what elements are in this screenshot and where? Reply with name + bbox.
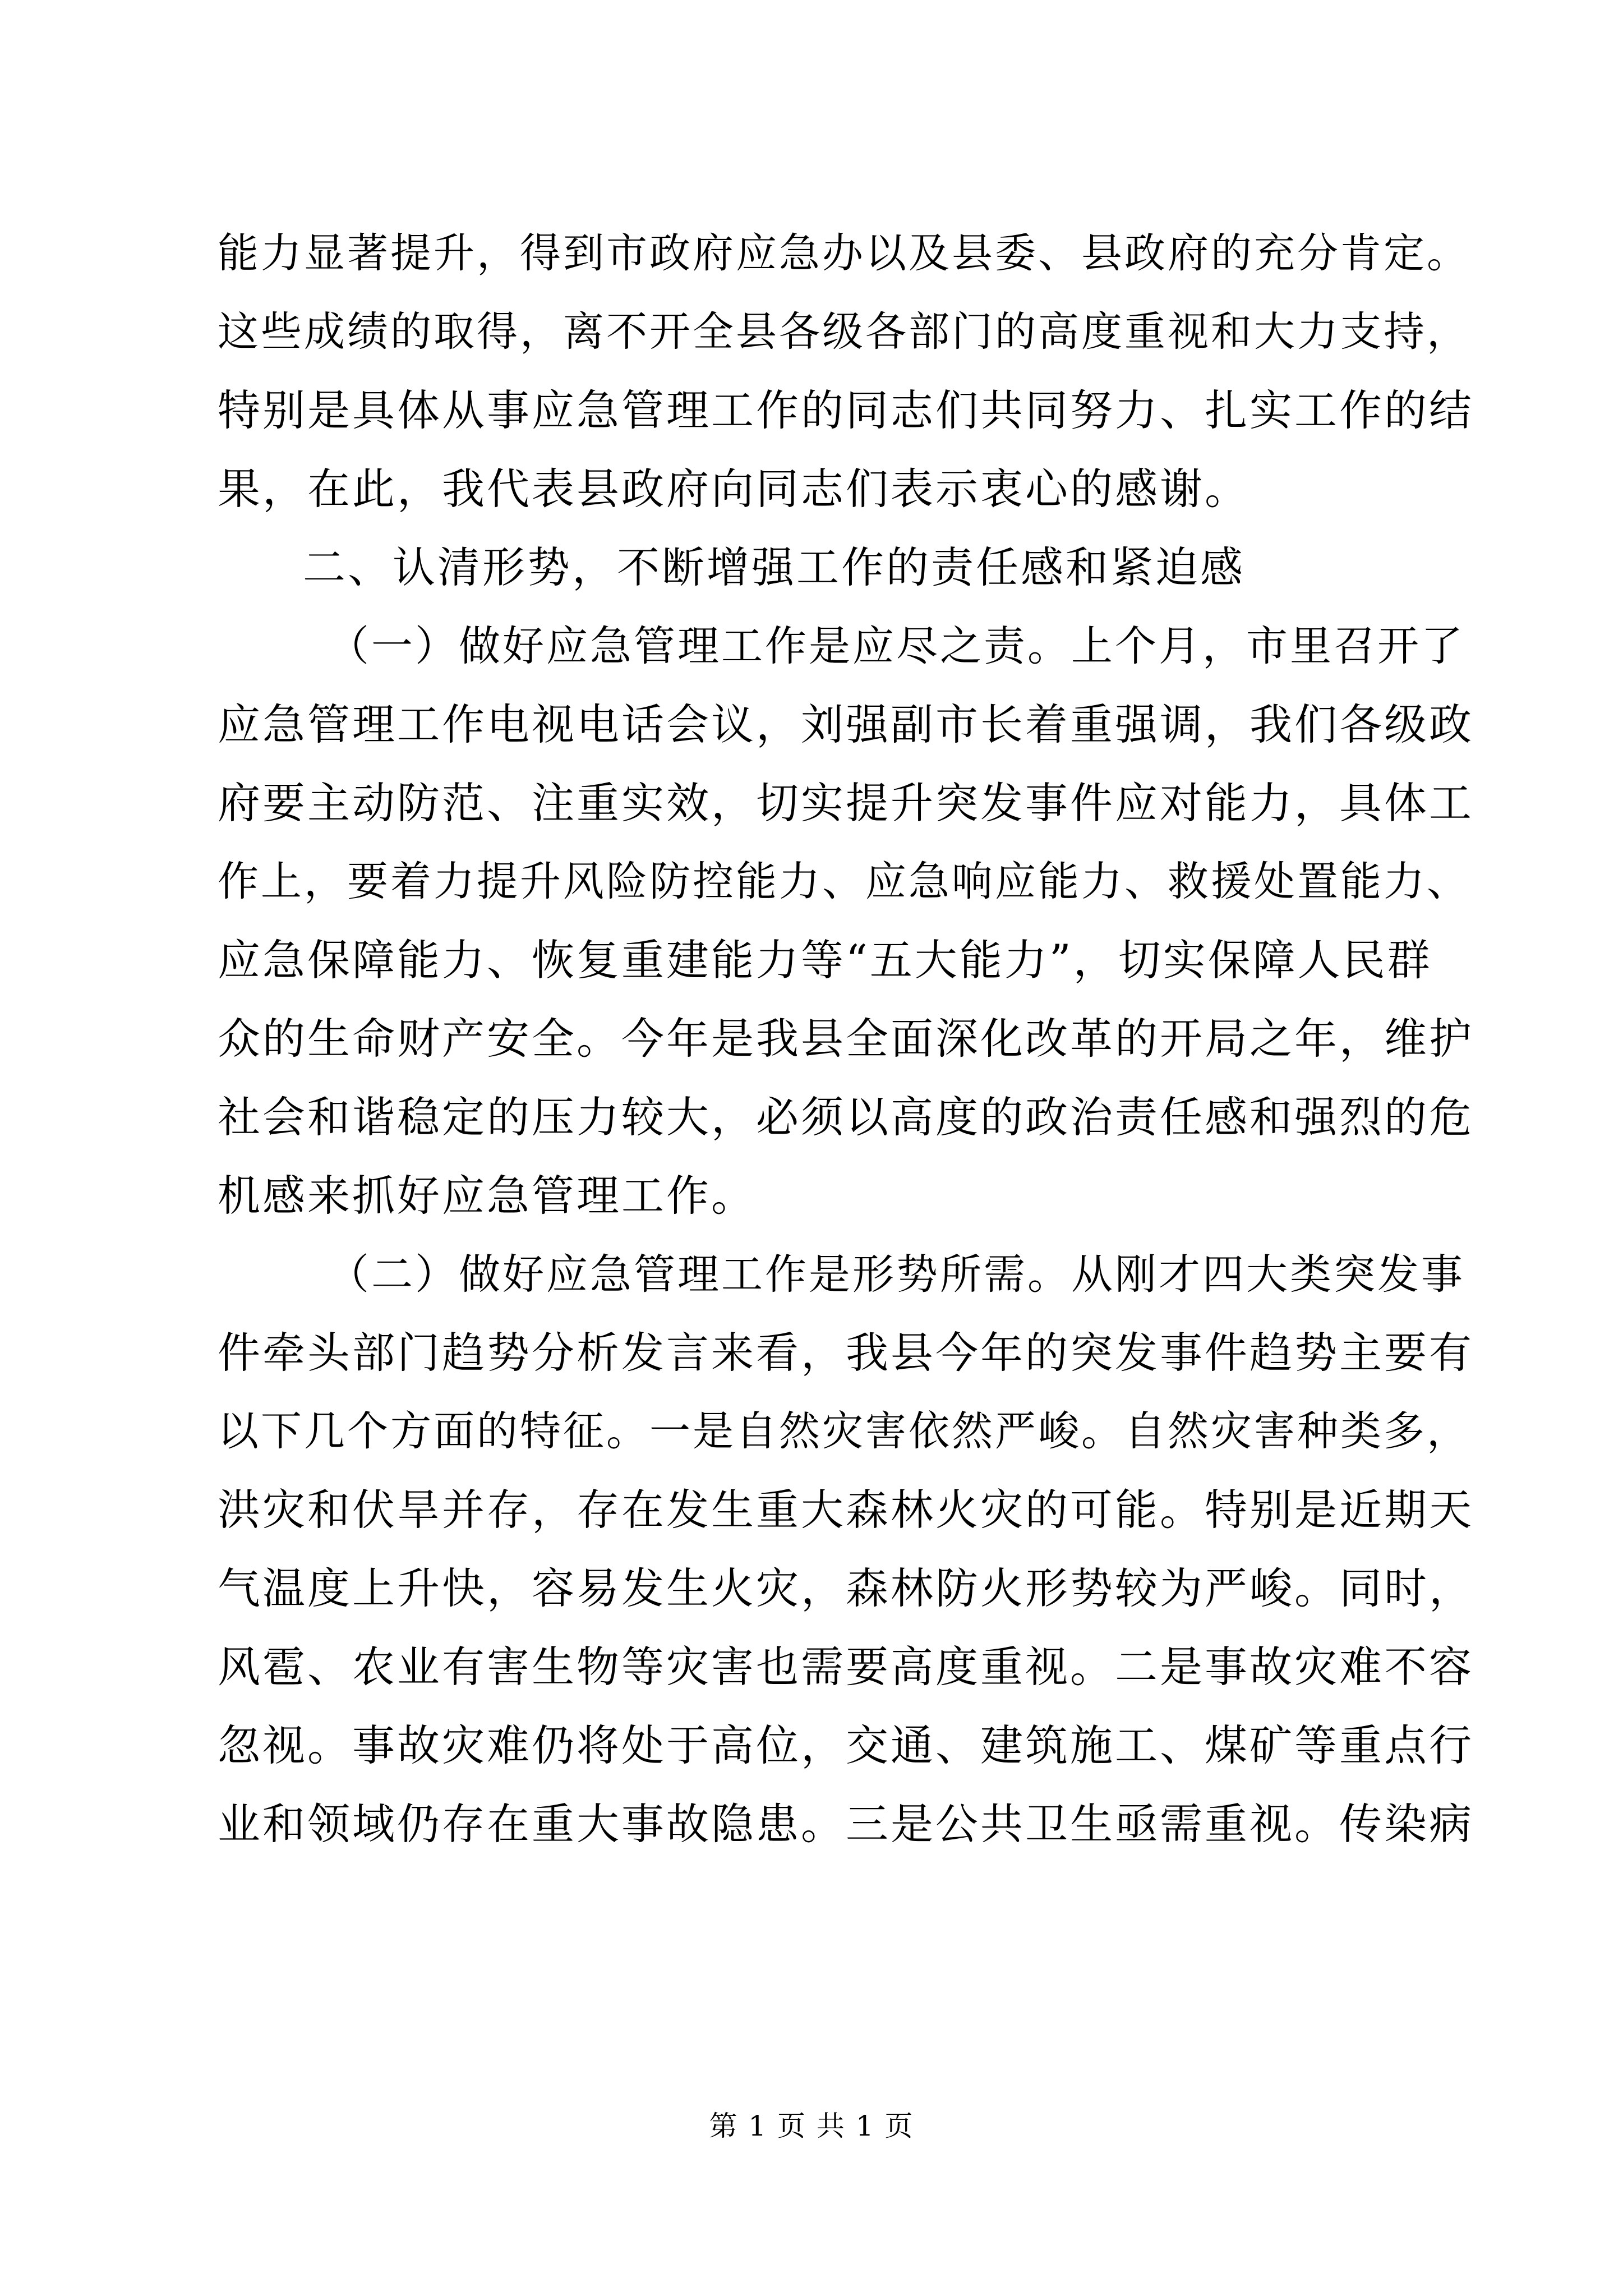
text-line: 这些成绩的取得，离不开全县各级各部门的高度重视和大力支持，: [218, 308, 1470, 356]
text-line: 以下几个方面的特征。一是自然灾害依然严峻。自然灾害种类多，: [218, 1407, 1470, 1455]
text-line: 府要主动防范、注重实效，切实提升突发事件应对能力，具体工: [218, 778, 1474, 828]
text-line: 应急管理工作电视电话会议，刘强副市长着重强调，我们各级政: [218, 700, 1474, 749]
text-line: 风雹、农业有害生物等灾害也需要高度重视。二是事故灾难不容: [218, 1642, 1474, 1692]
text-line: 机感来抓好应急管理工作。: [218, 1171, 756, 1221]
text-line: 洪灾和伏旱并存，存在发生重大森林火灾的可能。特别是近期天: [218, 1485, 1474, 1535]
text-line: 果，在此，我代表县政府向同志们表示衷心的感谢。: [218, 464, 1249, 514]
text-line: （一）做好应急管理工作是应尽之责。上个月，市里召开了: [328, 622, 1465, 670]
text-line: 特别是具体从事应急管理工作的同志们共同努力、扎实工作的结: [218, 385, 1474, 435]
text-line: 作上，要着力提升风险防控能力、应急响应能力、救援处置能力、: [218, 858, 1470, 905]
document-body: [218, 214, 1474, 1864]
text-line: （二）做好应急管理工作是形势所需。从刚才四大类突发事: [328, 1250, 1465, 1299]
text-line: 能力显著提升，得到市政府应急办以及县委、县政府的充分肯定。: [218, 229, 1470, 277]
text-line: 忽视。事故灾难仍将处于高位，交通、建筑施工、煤矿等重点行: [218, 1720, 1474, 1770]
page-number-footer: 第 1 页 共 1 页: [709, 2110, 914, 2142]
text-line: 气温度上升快，容易发生火灾，森林防火形势较为严峻。同时，: [218, 1563, 1474, 1613]
text-line: 件牵头部门趋势分析发言来看，我县今年的突发事件趋势主要有: [218, 1328, 1474, 1378]
section-heading: 二、认清形势，不断增强工作的责任感和紧迫感: [303, 542, 1245, 592]
text-line: 社会和谐稳定的压力较大，必须以高度的政治责任感和强烈的危: [218, 1092, 1474, 1142]
text-line: 业和领域仍存在重大事故隐患。三是公共卫生亟需重视。传染病: [218, 1799, 1474, 1849]
text-line: 众的生命财产安全。今年是我县全面深化改革的开局之年，维护: [218, 1014, 1474, 1064]
text-line: 应急保障能力、恢复重建能力等“五大能力”，切实保障人民群: [218, 935, 1432, 985]
